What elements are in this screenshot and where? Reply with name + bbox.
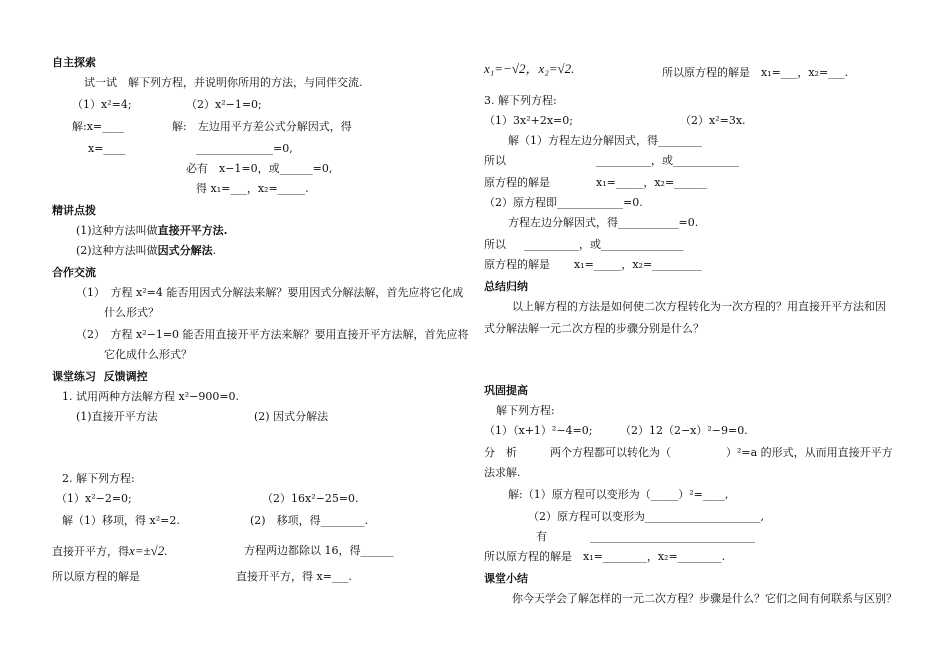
practice-q1-method-2: (2) 因式分解法 (254, 410, 329, 423)
practice-q2-sol2-c: 直接开平方，得 x=___. (236, 570, 352, 583)
consolidate-solution-1: 解:（1）原方程可以变形为（_____）²=____, (508, 488, 729, 501)
q3-step-7-label: 原方程的解是 (484, 258, 550, 271)
practice-q2: 2. 解下列方程: (62, 472, 135, 485)
q3-step-3-blanks: x₁=_____，x₂=______ (596, 176, 708, 189)
q3-step-1: 解（1）方程左边分解因式，得________ (508, 134, 702, 147)
q3-step-2-label: 所以 (484, 154, 506, 167)
heading-practice: 课堂练习 反馈调控 (52, 370, 148, 383)
coop-q1-line-1: （1） 方程 x²=4 能否用因式分解法来解？要用因式分解法解，首先应将它化成 (76, 286, 464, 299)
equation-2: （2）x²−1=0; (186, 98, 262, 111)
lecture-2-text: (2)这种方法叫做 (76, 244, 158, 257)
practice-q1: 1. 试用两种方法解方程 x²−900=0. (62, 390, 240, 403)
lecture-2-term: 因式分解法 (157, 244, 213, 257)
practice-q2-sol1-b-math: x=±√2. (129, 543, 168, 558)
q3-step-7-blanks: x₁=_____，x₂=_________ (574, 258, 702, 271)
consolidate-solution-4: 所以原方程的解是 x₁=________，x₂=________. (484, 550, 726, 563)
question-3-eq1: （1）3x²+2x=0; (484, 114, 573, 127)
q3-step-5: 方程左边分解因式，得___________=0. (508, 216, 699, 229)
practice-q1-method-1: (1)直接开平方法 (76, 410, 158, 423)
q3-step-2-blanks: __________，或____________ (596, 154, 739, 167)
q3-step-4: （2）原方程即____________=0. (484, 196, 643, 209)
solution-1-line-2: x=____ (88, 142, 126, 155)
analysis-line-1: 分 析 两个方程都可以转化为（ ）²=a 的形式，从而用直接开平方 (484, 446, 893, 459)
coop-q1-line-2: 什么形式？ (104, 306, 159, 319)
consolidate-solution-3-blank: ______________________________ (590, 530, 755, 543)
equation-1: （1）x²=4; (72, 98, 132, 111)
coop-q2-line-1: （2） 方程 x²−1=0 能否用直接开平方法来解？要用直接开平方法解，首先应将 (76, 328, 469, 341)
heading-consolidate: 巩固提高 (484, 384, 528, 397)
practice-q2-sol1-b-text: 直接开平方，得 (52, 545, 129, 558)
explore-intro: 试一试 解下列方程，并说明你所用的方法，与同伴交流. (84, 76, 363, 89)
practice-q2-sol1-c: 所以原方程的解是 (52, 570, 140, 583)
summary-line-2: 式分解法解一元二次方程的步骤分别是什么？ (484, 322, 704, 335)
heading-cooperate: 合作交流 (52, 266, 96, 279)
lecture-2-end: . (212, 244, 217, 257)
question-3-eq2: （2）x²=3x. (680, 114, 746, 127)
practice-q2-sol1-a: 解（1）移项，得 x²=2. (62, 514, 180, 527)
analysis-line-2: 法求解. (484, 466, 521, 479)
heading-summary: 总结归纳 (484, 280, 528, 293)
q3-step-6-blanks: __________，或_______________ (524, 238, 684, 251)
solution-2-line-1: 解: 左边用平方差公式分解因式，得 (172, 120, 352, 133)
coop-q2-line-2: 它化成什么形式？ (104, 348, 192, 361)
lecture-point-1 (76, 224, 227, 238)
practice-q2-eq1: （1）x²−2=0; (56, 492, 132, 505)
consolidate-equations: （1）（x+1）²−4=0; （2）12（2−x）²−9=0. (484, 424, 748, 437)
practice-q2-sol2-b: 方程两边都除以 16，得______ (244, 544, 394, 557)
lecture-point-2 (76, 244, 216, 258)
practice-q2-sol2-a: (2) 移项，得________. (250, 514, 369, 527)
heading-class-summary: 课堂小结 (484, 572, 528, 585)
solution-2-line-3: 必有 x−1=0，或______=0, (186, 162, 333, 175)
top-solution-answer: 所以原方程的解是 x₁=___，x₂=___. (662, 66, 849, 79)
heading-self-explore: 自主探索 (52, 56, 96, 69)
solution-2-line-2: ______________=0, (196, 142, 293, 155)
consolidate-solution-2: （2）原方程可以变形为_____________________, (528, 510, 764, 523)
heading-lecture: 精讲点拨 (52, 204, 96, 217)
solution-2-line-4: 得 x₁=___，x₂=_____. (196, 182, 309, 195)
consolidate-solution-3-label: 有 (536, 530, 547, 543)
top-solution-math: x₁=−√2，x₂=√2. (484, 61, 575, 76)
lecture-1-text: (1)这种方法叫做 (76, 224, 158, 237)
consolidate-intro: 解下列方程: (496, 404, 555, 417)
q3-step-6-label: 所以 (484, 238, 506, 251)
lecture-1-term: 直接开平方法. (157, 224, 228, 237)
solution-1-line-1: 解:x=____ (72, 120, 125, 133)
summary-line-1: 以上解方程的方法是如何使二次方程转化为一次方程的？用直接开平方法和因 (512, 300, 886, 313)
q3-step-3-label: 原方程的解是 (484, 176, 550, 189)
practice-q2-eq2: （2）16x²−25=0. (262, 492, 359, 505)
question-3: 3. 解下列方程: (484, 94, 557, 107)
class-summary-text: 你今天学会了解怎样的一元二次方程？步骤是什么？它们之间有何联系与区别？ (512, 592, 897, 605)
practice-q2-sol1-b (52, 544, 168, 559)
